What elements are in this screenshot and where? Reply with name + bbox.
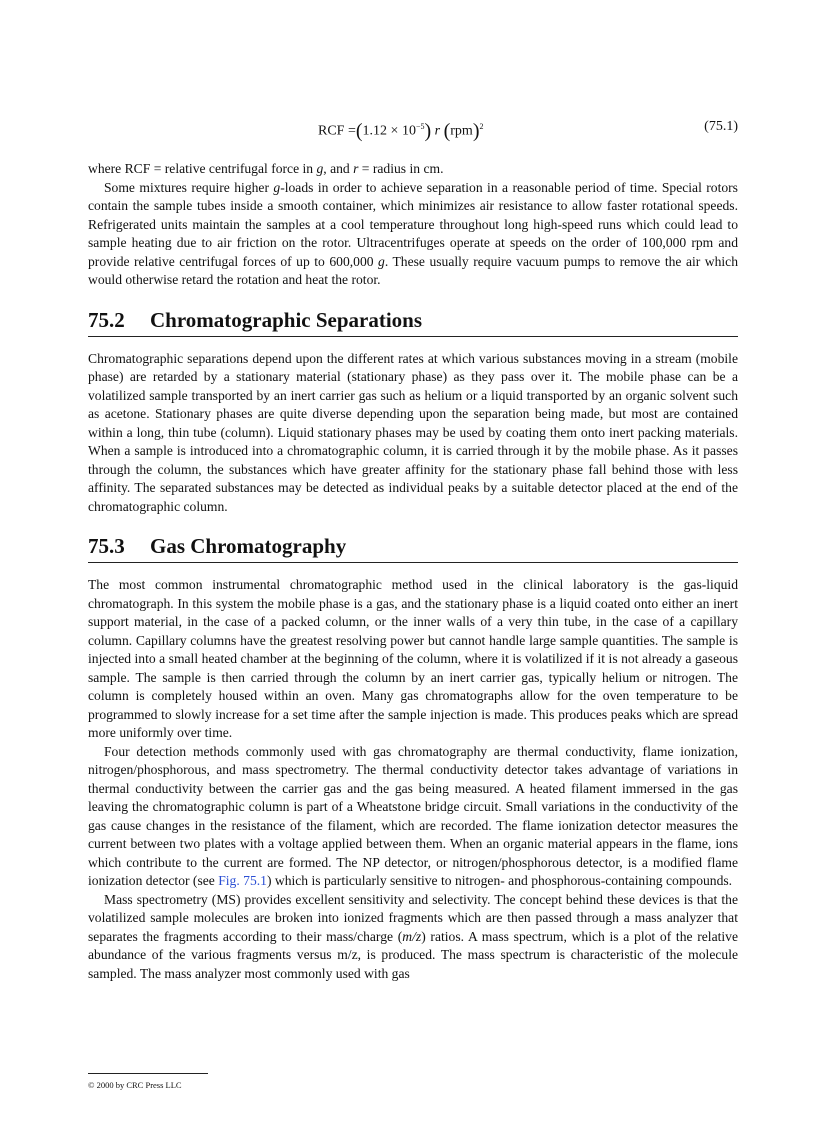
intro-paragraph-1: where RCF = relative centrifugal force in g, and r = radius in cm. bbox=[88, 161, 444, 176]
equation-number: (75.1) bbox=[704, 119, 738, 134]
eq-factor: 1.12 × 10 bbox=[362, 123, 416, 139]
section-number: 75.3 bbox=[88, 534, 125, 558]
section-heading-75-2 bbox=[88, 308, 738, 337]
figure-75-1-link[interactable]: Fig. 75.1 bbox=[218, 873, 267, 888]
intro-paragraph-2: Some mixtures require higher g-loads in order to achieve separation in a reasonable period of time. Special rotors contain the sample tubes inside a smooth container, which minimizes air resistance to allow faster rotational speeds. Refrigerated units maintain the samples at a cool temperature throughout long high-speed runs which could lead to sample heating due to air friction on the rotor. Ultracentrifuges operate at speeds on the order of 100,000 rpm and provide relative centrifugal forces of up to 600,000 g. These usually require vacuum pumps to remove the air which would otherwise retard the rotation and heat the rotor. bbox=[88, 179, 738, 287]
section-75-2-paragraph-1: Chromatographic separations depend upon the different rates at which various substances moving in a stream (mobile phase) are retarded by a stationary material (stationary phase) as they pass over it. The mobile phase can be a volatilized sample transported by an inert carrier gas such as helium or a liquid transported by an organic solvent such as acetone. Stationary phases are quite diverse depending upon the separation being made, but most are contained within a long, thin tube (column). Liquid stationary phases may be used by coating them onto inert packing materials. When a sample is introduced into a chromatographic column, it is carried through it by the mobile phase. As it passes through the column, the substances which have greater affinity for the stationary phase fall behind those with less affinity. The separated substances may be detected as individual peaks by a suitable detector placed at the end of the chromatographic column. bbox=[88, 350, 738, 514]
equation-75-1 bbox=[88, 112, 738, 142]
eq-lhs: RCF bbox=[318, 123, 345, 139]
section-heading-75-3 bbox=[88, 534, 738, 563]
section-title: Chromatographic Separations bbox=[150, 307, 423, 332]
eq-square: 2 bbox=[479, 122, 484, 131]
eq-rpm: rpm bbox=[450, 123, 473, 139]
section-title: Gas Chromatography bbox=[150, 534, 347, 558]
document-body bbox=[88, 112, 738, 983]
eq-var-r: r bbox=[434, 123, 441, 139]
section-number: 75.2 bbox=[88, 307, 125, 332]
section-75-3-paragraph-3: Mass spectrometry (MS) provides excellent sensitivity and selectivity. The concept behind these devices is that the volatilized sample molecules are broken into ionized fragments which are then passed through a mass analyzer that separates the fragments according to their mass/charge (m/z) ratios. A mass spectrum, which is a plot of the relative abundance of the various fragments versus m/z, is produced. The mass spectrum is characteristic of the molecule sampled. The mass analyzer most commonly used with gas bbox=[88, 891, 738, 981]
eq-exponent: −5 bbox=[415, 122, 425, 131]
section-75-3-paragraph-2: Four detection methods commonly used with gas chromatography are thermal conductivity, flame ionization, nitrogen/phosphorous, and mass spectrometry. The thermal conductivity detector takes advantage of variations in thermal conductivity between the carrier gas and the gas being measured. A heated filament immersed in the gas leaving the chromatographic column is part of a Wheatstone bridge circuit. Small variations in the conductivity of the gas cause changes in the resistance of the filament, which are recorded. The flame ionization detector measures the current between two plates with a voltage applied between them. When an organic material appears in the flame, ions which contribute to the current are formed. The NP detector, or nitrogen/phosphorous detector, is a modified flame ionization detector (see Fig. 75.1) which is particularly sensitive to nitrogen- and phosphorous-containing compounds. bbox=[88, 743, 738, 888]
section-75-3-paragraph-1: The most common instrumental chromatographic method used in the clinical laboratory is the gas-liquid chromatograph. In this system the mobile phase is a gas, and the stationary phase is a liquid coated onto either an inert support material, in the case of a packed column, or the inner walls of a very thin tube, in the case of a capillary column. Capillary columns have the greatest resolving power but cannot handle large sample quantities. The sample is injected into a small heated chamber at the beginning of the column, where it is volatilized if it is not already a gaseous sample. The sample is then carried through the column by an inert carrier gas, typically helium or nitrogen. The column is completely housed within an oven. Many gas chromatographs allow for the oven temperature to be programmed to slowly increase for a set time after the sample injection is made. This produces peaks which are spread more uniformly over time. bbox=[88, 577, 738, 740]
copyright-footer: © 2000 by CRC Press LLC bbox=[88, 1073, 208, 1090]
equation-expression: RCF $=(1.12 \times 10^{-5})$ r (rpm)$^2$ bbox=[318, 119, 484, 142]
